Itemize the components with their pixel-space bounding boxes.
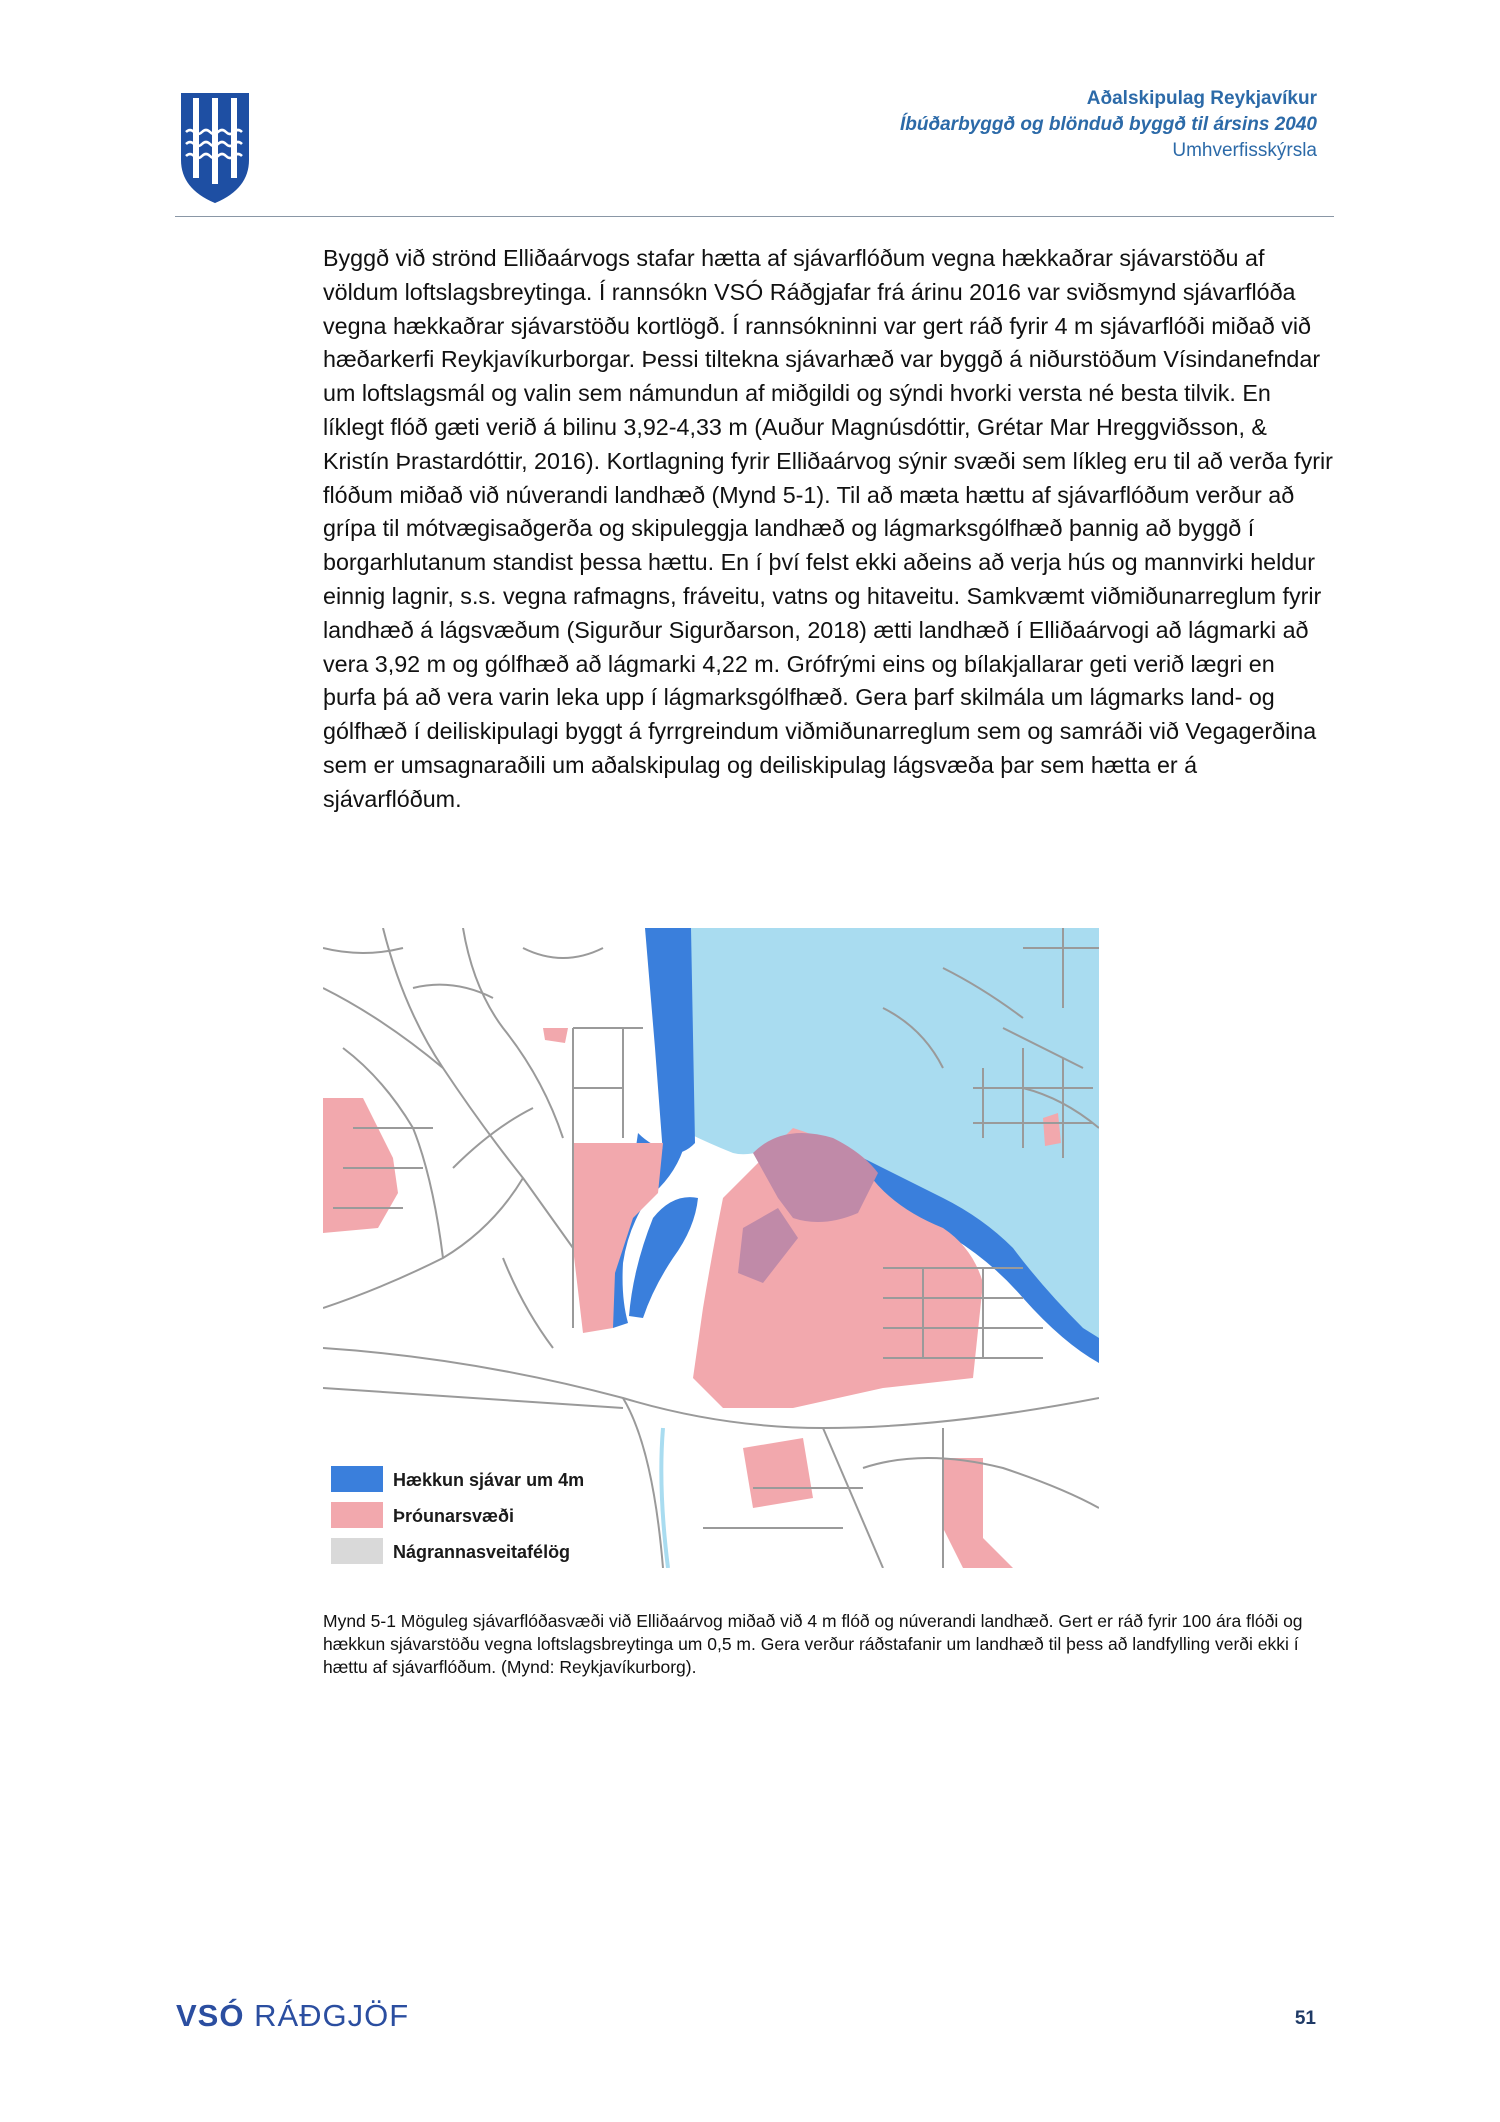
document-type: Umhverfisskýrsla xyxy=(1172,140,1317,161)
vso-radgjof-logo xyxy=(176,1998,409,2034)
legend-label-flood: Hækkun sjávar um 4m xyxy=(393,1470,585,1490)
page-number: 51 xyxy=(1294,2008,1316,2029)
legend-swatch-development xyxy=(331,1502,383,1528)
document-subtitle: Íbúðarbyggð og blönduð byggð til ársins 2040 xyxy=(900,114,1317,135)
legend-swatch-neighbours xyxy=(331,1538,383,1564)
development-zone-south xyxy=(743,1438,813,1508)
development-zone-northeast xyxy=(1043,1113,1061,1146)
legend-swatch-flood xyxy=(331,1466,383,1492)
footer-logo-bold: VSÓ xyxy=(176,1998,245,2033)
figure-caption: Mynd 5-1 Möguleg sjávarflóðasvæði við Elliðaárvog miðað við 4 m flóð og núverandi landhæð. Gert er ráð fyrir 100 ára flóði og hækkun sjávarstöðu vegna loftslagsbreytinga um 0,5 m. Gera verður ráðstafanir um landhæð til þess að landfylling verði ekki í hættu af sjávarflóðum. (Mynd: Reykjavíkurborg). xyxy=(323,1611,1303,1677)
document-title: Aðalskipulag Reykjavíkur xyxy=(1086,88,1317,109)
flood-risk-map xyxy=(323,928,1099,1568)
legend-label-development: Þróunarsvæði xyxy=(393,1506,515,1526)
footer-logo-light: RÁÐGJÖF xyxy=(254,1998,410,2033)
document-header xyxy=(900,86,1317,164)
legend-label-neighbours: Nágrannasveitafélög xyxy=(393,1542,571,1562)
reykjavik-coat-of-arms-logo xyxy=(180,92,250,204)
header-divider xyxy=(175,216,1334,217)
body-paragraph: Byggð við strönd Elliðaárvogs stafar hætta af sjávarflóðum vegna hækkaðrar sjávarstöðu af völdum loftslagsbreytinga. Í rannsókn VSÓ Ráðgjafar frá árinu 2016 var sviðsmynd sjávarflóða vegna hækkaðrar sjávarstöðu kortlögð. Í rannsókninni var gert ráð fyrir 4 m sjávarflóði miðað við hæðarkerfi Reykjavíkurborgar. Þessi tiltekna sjávarhæð var byggð á niðurstöðum Vísindanefndar um loftslagsmál og valin sem námundun af miðgildi og sýndi hvorki versta né besta tilvik. En líklegt flóð gæti verið á bilinu 3,92-4,33 m (Auður Magnúsdóttir, Grétar Mar Hreggviðsson, & Kristín Þrastardóttir, 2016). Kortlagning fyrir Elliðaárvog sýnir svæði sem líkleg eru til að verða fyrir flóðum miðað við núverandi landhæð (Mynd 5-1). Til að mæta hættu af sjávarflóðum verður að grípa til mótvægisaðgerða og skipuleggja landhæð og lágmarksgólfhæð þannig að byggð í borgarhlutanum standist þessa hættu. En í því felst ekki aðeins að verja hús og mannvirki heldur einnig lagnir, s.s. vegna rafmagns, fráveitu, vatns og hitaveitu. Samkvæmt viðmiðunarreglum fyrir landhæð á lágsvæðum (Sigurður Sigurðarson, 2018) ætti landhæð í Elliðaárvogi að lágmarki að vera 3,92 m og gólfhæð að lágmarki 4,22 m. Grófrými eins og bílakjallarar geti verið lægri en þurfa þá að vera varin leka upp í lágmarksgólfhæð. Gera þarf skilmála um lágmarks land- og gólfhæð í deiliskipulagi byggt á fyrrgreindum viðmiðunarreglum sem og samráði við Vegagerðina sem er umsagnaraðili um aðalskipulag og deiliskipulag lágsvæða þar sem hætta er á sjávarflóðum. xyxy=(323,245,1333,812)
